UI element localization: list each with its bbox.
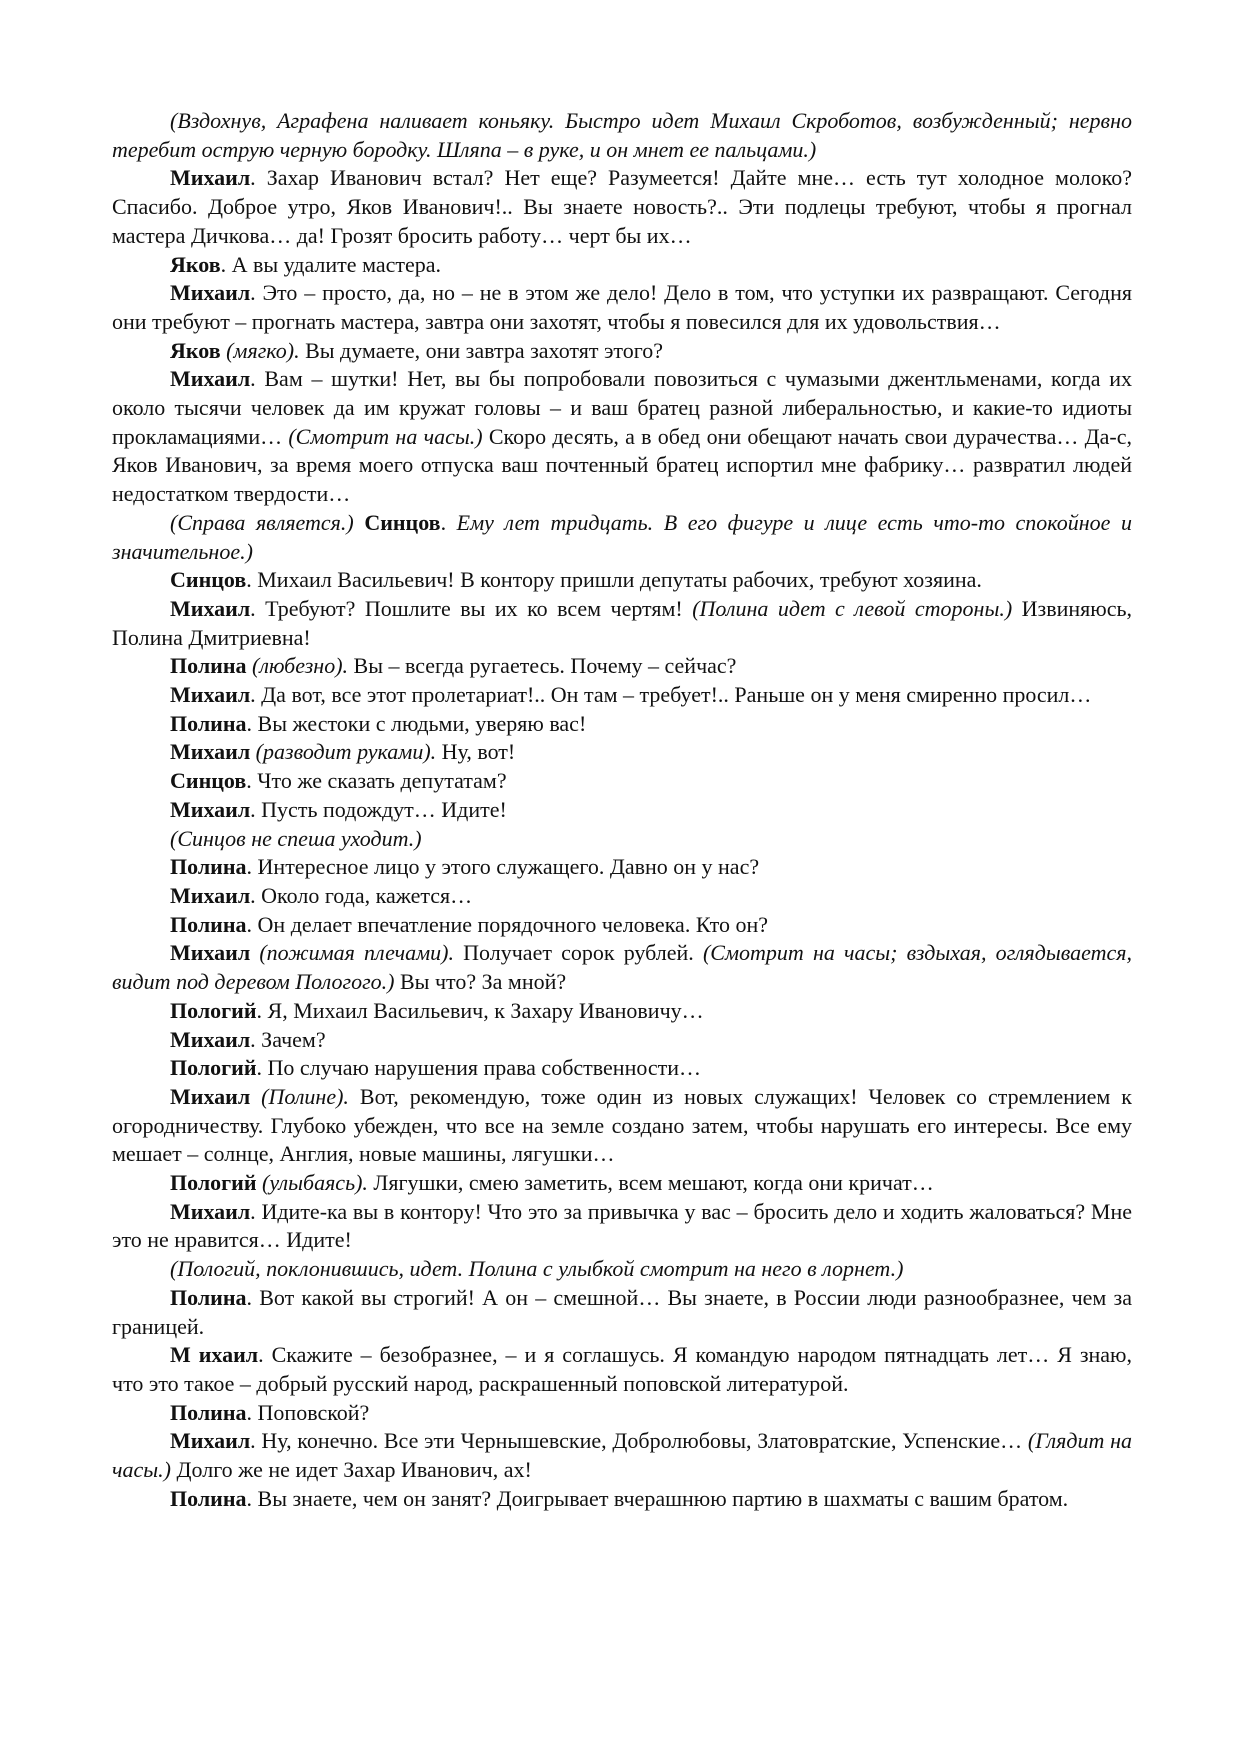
speaker-name: Михаил	[170, 1198, 251, 1224]
paragraph	[112, 911, 1132, 940]
dialogue-text: .	[440, 509, 457, 535]
paragraph	[112, 1083, 1132, 1169]
speaker-name: Михаил	[170, 595, 251, 621]
speaker-name: Полина	[170, 1399, 247, 1425]
dialogue-text: Долго же не идет Захар Иванович, ах!	[171, 1457, 532, 1483]
speaker-name: Михаил	[170, 682, 251, 708]
dialogue-text: Скоро десять, а в обед они обещают начать свои дурачества… Да-с, Яков Иванович, за время моего отпуска ваш почтенный братец испортил мне фабрику… развратил людей недостатком твердости…	[112, 423, 1132, 507]
speaker-name: Михаил	[170, 739, 251, 765]
dialogue-text: . Интересное лицо у этого служащего. Давно он у нас?	[246, 854, 760, 880]
stage-direction: (Смотрит на часы.)	[288, 423, 483, 449]
speaker-name: Пологий	[170, 1055, 257, 1081]
speaker-name: Полина	[170, 653, 247, 679]
dialogue-text: . Я, Михаил Васильевич, к Захару Ивановичу…	[256, 997, 704, 1023]
dialogue-text: . Вы знаете, чем он занят? Доигрывает вчерашнюю партию в шахматы с вашим братом.	[246, 1485, 1069, 1511]
dialogue-text: . Поповской?	[246, 1399, 370, 1425]
paragraph	[112, 509, 1132, 566]
paragraph	[112, 1399, 1132, 1428]
speaker-name: Синцов	[364, 509, 441, 535]
speaker-name: Полина	[170, 1485, 247, 1511]
paragraph	[112, 997, 1132, 1026]
speaker-name: Яков	[170, 251, 221, 277]
paragraph	[112, 1198, 1132, 1255]
dialogue-text: . Вам – шутки! Нет, вы бы попробовали повозиться с чумазыми джентльменами, когда их около тысячи человек да им кружат головы – и ваш братец разной либеральностью, и какие-то идиоты прокламациями…	[112, 366, 1132, 449]
paragraph	[112, 1026, 1132, 1055]
speaker-name: Михаил	[170, 796, 251, 822]
paragraph	[112, 825, 1132, 854]
dialogue-text: . Это – просто, да, но – не в этом же дело! Дело в том, что уступки их развращают. Сегодня они требуют – прогнать мастера, завтра они захотят, чтобы я повесился для их удовольствия…	[112, 280, 1132, 334]
dialogue-text: . По случаю нарушения права собственности…	[256, 1055, 702, 1081]
speaker-name: Михаил	[170, 1428, 251, 1454]
paragraph	[112, 251, 1132, 280]
speaker-name: Михаил	[170, 366, 251, 392]
speaker-name: Полина	[170, 1284, 247, 1310]
dialogue-text: . Михаил Васильевич! В контору пришли депутаты рабочих, требуют хозяина.	[246, 567, 982, 593]
stage-direction: (Смотрит на часы; вздыхая, оглядывается, видит под деревом Пологого.)	[112, 940, 1133, 995]
paragraph	[112, 1341, 1132, 1398]
speaker-name: Михаил	[170, 1026, 251, 1052]
stage-direction: (мягко).	[226, 337, 300, 363]
stage-direction: (Вздохнув, Аграфена наливает коньяку. Быстро идет Михаил Скроботов, возбужденный; нервно теребит острую черную бородку. Шляпа – в руке, и он мнет ее пальцами.)	[112, 108, 1132, 162]
paragraph	[112, 365, 1132, 509]
stage-direction: (Справа является.)	[170, 509, 354, 535]
dialogue-text: Получает сорок рублей.	[454, 940, 703, 966]
paragraph	[112, 652, 1132, 681]
dialogue-text: . Он делает впечатление порядочного человека. Кто он?	[246, 911, 769, 937]
speaker-name: Полина	[170, 710, 247, 736]
dialogue-text: . Требуют? Пошлите вы их ко всем чертям!	[250, 595, 693, 621]
paragraph	[112, 853, 1132, 882]
dialogue-text: Извиняюсь, Полина Дмитриевна!	[112, 595, 1133, 650]
dialogue-text	[250, 1084, 261, 1109]
stage-direction: (Пологий, поклонившись, идет. Полина с улыбкой смотрит на него в лорнет.)	[170, 1256, 904, 1282]
dialogue-text: . Ну, конечно. Все эти Чернышевские, Добролюбовы, Златовратские, Успенские…	[250, 1428, 1028, 1454]
speaker-name: М ихаил	[170, 1342, 259, 1368]
stage-direction: (Синцов не спеша уходит.)	[170, 825, 422, 851]
dialogue-text	[354, 510, 365, 535]
dialogue-text: Вот, рекомендую, тоже один из новых служащих! Человек со стремлением к огородничеству. Глубоко убежден, что все на земле создано затем, чтобы нарушать его интересы. Все ему мешает – солнце, Англия, новые машины, лягушки…	[112, 1083, 1132, 1167]
dialogue-text: Вы что? За мной?	[394, 969, 567, 995]
dialogue-text: Ну, вот!	[436, 739, 516, 765]
paragraph	[112, 1054, 1132, 1083]
paragraph	[112, 681, 1132, 710]
paragraph	[112, 939, 1132, 996]
speaker-name: Михаил	[170, 1083, 251, 1109]
dialogue-text: . Зачем?	[250, 1026, 326, 1052]
paragraph	[112, 1255, 1132, 1284]
stage-direction: Ему лет тридцать. В его фигуре и лице есть что-то спокойное и значительное.)	[112, 509, 1132, 564]
speaker-name: Михаил	[170, 940, 251, 966]
dialogue-text: . Скажите – безобразнее, – и я соглашусь. Я командую народом пятнадцать лет… Я знаю, что это такое – добрый русский народ, раскрашенный поповской литературой.	[112, 1342, 1132, 1396]
dialogue-text: . Захар Иванович встал? Нет еще? Разумеется! Дайте мне… есть тут холодное молоко? Спасибо. Доброе утро, Яков Иванович!.. Вы знаете новость?.. Эти подлецы требуют, чтобы я прогнал мастера Дичкова… да! Грозят бросить работу… черт бы их…	[112, 165, 1132, 248]
dialogue-text: Вы думаете, они завтра захотят этого?	[299, 337, 663, 363]
speaker-name: Михаил	[170, 882, 251, 908]
dialogue-text: . Пусть подождут… Идите!	[250, 796, 507, 822]
speaker-name: Михаил	[170, 280, 251, 306]
dialogue-text: . Что же сказать депутатам?	[246, 768, 507, 794]
paragraph	[112, 710, 1132, 739]
speaker-name: Яков	[170, 337, 221, 363]
dialogue-text: Лягушки, смею заметить, всем мешают, когда они кричат…	[367, 1170, 934, 1196]
paragraph	[112, 566, 1132, 595]
paragraph	[112, 1284, 1132, 1341]
speaker-name: Пологий	[170, 997, 257, 1023]
paragraph	[112, 279, 1132, 336]
speaker-name: Синцов	[170, 768, 247, 794]
speaker-name: Синцов	[170, 567, 247, 593]
dialogue-text: . Вот какой вы строгий! А он – смешной… Вы знаете, в России люди разнообразнее, чем за границей.	[112, 1284, 1132, 1339]
dialogue-text: . Около года, кажется…	[250, 882, 473, 908]
paragraph	[112, 1169, 1132, 1198]
stage-direction: (улыбаясь).	[262, 1170, 368, 1196]
dialogue-text: . Идите-ка вы в контору! Что это за привычка у вас – бросить дело и ходить жаловаться? Мне это не нравится… Идите!	[112, 1198, 1132, 1253]
dialogue-text: . Вы жестоки с людьми, уверяю вас!	[246, 710, 587, 736]
paragraph	[112, 1485, 1132, 1514]
stage-direction: (пожимая плечами).	[259, 940, 454, 966]
stage-direction: (Полине).	[261, 1083, 349, 1109]
paragraph	[112, 164, 1132, 250]
stage-direction: (Полина идет с левой стороны.)	[692, 595, 1013, 621]
paragraph	[112, 796, 1132, 825]
paragraph	[112, 595, 1132, 652]
paragraph	[112, 1427, 1132, 1484]
speaker-name: Михаил	[170, 165, 251, 191]
stage-direction: (разводит руками).	[255, 739, 437, 765]
stage-direction: (Глядит на часы.)	[112, 1428, 1133, 1483]
dialogue-text: Вы – всегда ругаетесь. Почему – сейчас?	[348, 653, 737, 679]
paragraph	[112, 337, 1132, 366]
speaker-name: Пологий	[170, 1170, 257, 1196]
dialogue-text: . А вы удалите мастера.	[220, 251, 442, 277]
paragraph	[112, 767, 1132, 796]
dialogue-text	[250, 940, 259, 965]
paragraph	[112, 738, 1132, 767]
stage-direction: (любезно).	[252, 653, 349, 679]
speaker-name: Полина	[170, 854, 247, 880]
speaker-name: Полина	[170, 911, 247, 937]
paragraph	[112, 107, 1132, 164]
paragraph	[112, 882, 1132, 911]
dialogue-text: . Да вот, все этот пролетариат!.. Он там – требует!.. Раньше он у меня смиренно просил…	[250, 682, 1092, 708]
play-text	[112, 107, 1132, 1513]
